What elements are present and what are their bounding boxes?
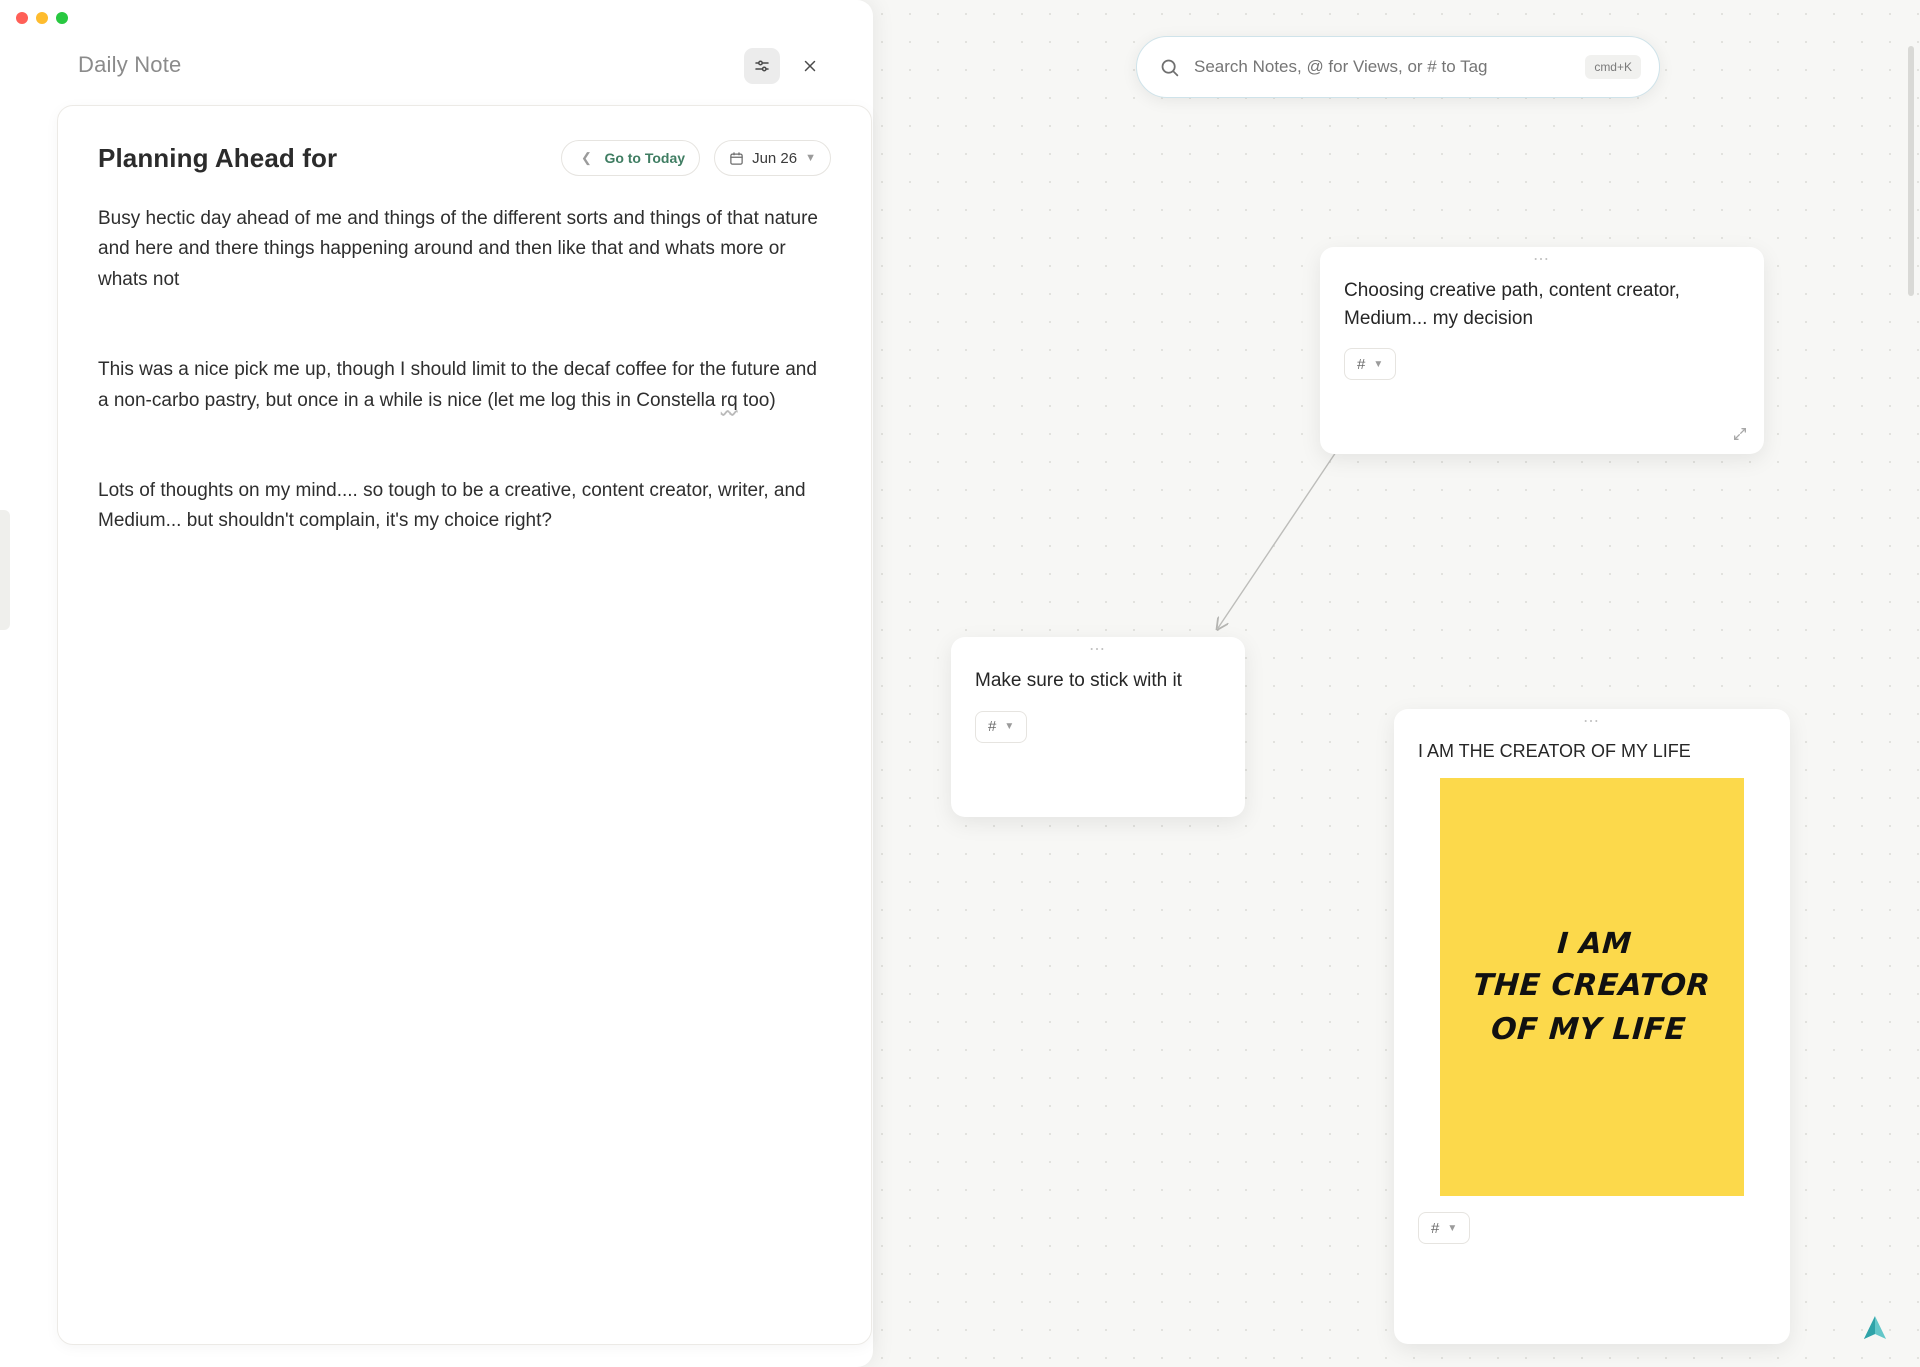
chevron-down-icon: ▼ (805, 152, 816, 164)
tag-button[interactable] (1418, 1212, 1470, 1244)
date-picker[interactable] (714, 140, 831, 176)
note-paragraph-1: Busy hectic day ahead of me and things of the different sorts and things of that nature and here and there things happening around and then like that and whats more or whats not (98, 208, 818, 290)
note-body[interactable] (98, 204, 831, 537)
go-to-today-label: Go to Today (604, 150, 686, 166)
note-card-text: Choosing creative path, content creator, Medium... my decision (1344, 280, 1680, 329)
go-to-today-button[interactable] (561, 140, 700, 176)
window-traffic-lights (16, 12, 68, 24)
chevron-left-icon: ❮ (580, 150, 592, 165)
hash-icon: # (1357, 355, 1366, 373)
tag-button[interactable] (1344, 348, 1396, 380)
misspelled-word: rq (720, 389, 738, 411)
search-icon (1159, 57, 1180, 78)
drag-handle-dots[interactable]: ⋯ (1089, 641, 1107, 658)
note-card-text: Make sure to stick with it (975, 670, 1182, 691)
poster-line-3: OF MY LIFE (1490, 1012, 1688, 1048)
note-header (98, 140, 831, 176)
chevron-down-icon: ▼ (1447, 1222, 1458, 1234)
minimize-window-button[interactable] (36, 12, 48, 24)
chevron-down-icon: ▼ (1373, 358, 1384, 370)
close-icon[interactable] (792, 48, 828, 84)
expand-icon[interactable] (1732, 426, 1748, 442)
search-shortcut-badge: cmd+K (1585, 55, 1641, 79)
vertical-scrollbar[interactable] (1908, 46, 1914, 296)
note-card-text: I AM THE CREATOR OF MY LIFE (1418, 741, 1691, 761)
search-bar[interactable] (1136, 36, 1660, 98)
close-window-button[interactable] (16, 12, 28, 24)
poster-image (1440, 778, 1744, 1196)
daily-note-card[interactable] (57, 105, 872, 1345)
search-input[interactable] (1194, 57, 1585, 77)
note-paragraph-2: This was a nice pick me up, though I should limit to the decaf coffee for the future and a non-carbo pastry, but once in a while is nice (let me log this in Constella rq too) (98, 359, 817, 411)
poster-line-2: THE CREATOR (1472, 968, 1712, 1004)
selected-date: Jun 26 (752, 149, 798, 167)
app-logo-icon (1858, 1311, 1892, 1345)
drag-handle-dots[interactable]: ⋯ (1533, 251, 1551, 268)
hash-icon: # (1431, 1219, 1440, 1237)
panel-actions (744, 48, 828, 84)
calendar-icon (729, 151, 744, 166)
note-card-stick-with-it[interactable] (951, 637, 1245, 817)
tag-button[interactable] (975, 711, 1027, 743)
daily-note-panel (0, 0, 873, 1367)
note-card-choosing[interactable] (1320, 247, 1764, 454)
note-title: Planning Ahead for (98, 142, 338, 173)
poster-line-1: I AM (1556, 926, 1634, 961)
panel-edge-handle[interactable] (0, 510, 10, 630)
drag-handle-dots[interactable]: ⋯ (1583, 713, 1601, 730)
sliders-icon[interactable] (744, 48, 780, 84)
chevron-down-icon: ▼ (1004, 721, 1015, 733)
zoom-window-button[interactable] (56, 12, 68, 24)
note-header-controls (561, 140, 831, 176)
note-card-creator-of-my-life[interactable] (1394, 709, 1790, 1344)
hash-icon: # (988, 718, 997, 736)
panel-title: Daily Note (78, 52, 182, 77)
note-paragraph-3: Lots of thoughts on my mind.... so tough to be a creative, content creator, writer, and Medium... but shouldn't complain, it's my choice right? (98, 479, 806, 532)
poster-text (1469, 922, 1715, 1051)
